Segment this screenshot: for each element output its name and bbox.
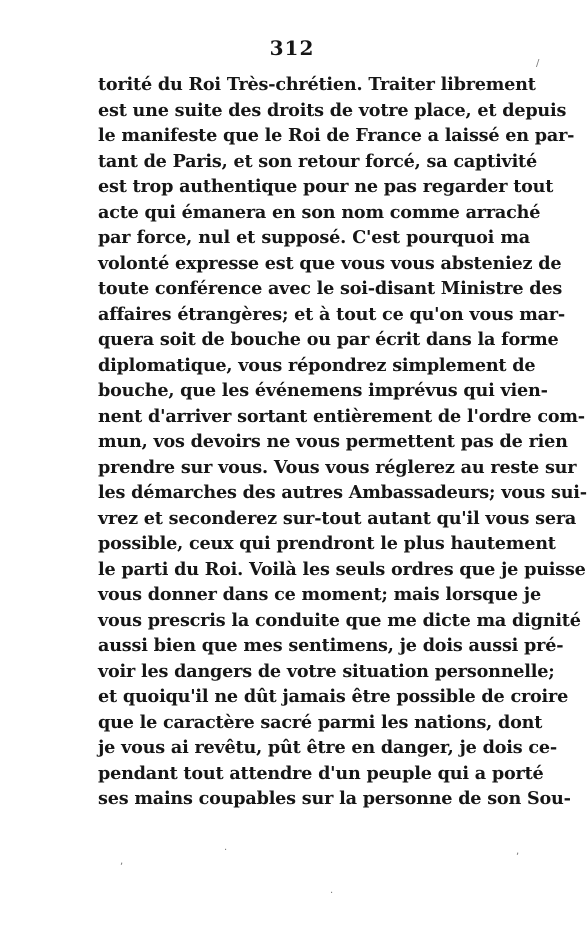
text-line: bouche, que les événemens imprévus qui vien- bbox=[98, 380, 548, 401]
page-number: 312 bbox=[269, 36, 315, 60]
text-line: le manifeste que le Roi de France a laissé en par- bbox=[98, 125, 575, 146]
text-line: les démarches des autres Ambassadeurs; vous sui- bbox=[98, 482, 587, 503]
paper-speck: · bbox=[330, 888, 334, 899]
text-line: affaires étrangères; et à tout ce qu'on vous mar- bbox=[98, 303, 565, 325]
text-line: torité du Roi Très-chrétien. Traiter librement bbox=[98, 74, 536, 95]
text-line: je vous ai revêtu, pût être en danger, je dois ce- bbox=[98, 737, 557, 758]
text-line: mun, vos devoirs ne vous permettent pas de rien bbox=[98, 431, 568, 452]
text-line: quera soit de bouche ou par écrit dans la forme bbox=[98, 329, 559, 350]
text-line: voir les dangers de votre situation personnelle; bbox=[98, 660, 555, 682]
text-line: que le caractère sacré parmi les nations, dont bbox=[98, 711, 543, 733]
text-line: nent d'arriver sortant entièrement de l'ordre com- bbox=[98, 405, 585, 427]
text-line: vrez et seconderez sur-tout autant qu'il vous sera bbox=[98, 507, 577, 529]
text-line: le parti du Roi. Voilà les seuls ordres que je puisse bbox=[98, 558, 586, 580]
text-line: et quoiqu'il ne dût jamais être possible de croire bbox=[98, 686, 569, 707]
paper-speck: . bbox=[224, 842, 228, 853]
text-line: par force, nul et supposé. C'est pourquoi ma bbox=[98, 227, 530, 248]
text-line: toute conférence avec le soi-disant Ministre des bbox=[98, 278, 563, 299]
paper-speck: / bbox=[536, 58, 540, 69]
paper-speck: , bbox=[516, 846, 520, 857]
text-line: aussi bien que mes sentimens, je dois aussi pré- bbox=[98, 635, 564, 656]
text-line: volonté expresse est que vous vous absteniez de bbox=[98, 252, 562, 274]
text-line: vous donner dans ce moment; mais lorsque je bbox=[98, 584, 541, 605]
body-text bbox=[98, 72, 587, 812]
text-line: ses mains coupables sur la personne de son Sou- bbox=[98, 788, 571, 809]
text-line: diplomatique, vous répondrez simplement de bbox=[98, 354, 536, 376]
text-line: acte qui émanera en son nom comme arraché bbox=[98, 201, 541, 223]
text-line: tant de Paris, et son retour forcé, sa captivité bbox=[98, 150, 537, 172]
paper-speck: , bbox=[120, 856, 124, 867]
text-line: est une suite des droits de votre place, et depuis bbox=[98, 99, 567, 121]
text-line: vous prescris la conduite que me dicte ma dignité bbox=[98, 609, 581, 631]
text-line: prendre sur vous. Vous vous réglerez au reste sur bbox=[98, 456, 577, 478]
text-line: possible, ceux qui prendront le plus hautement bbox=[98, 533, 556, 554]
text-line: est trop authentique pour ne pas regarder tout bbox=[98, 176, 554, 197]
text-line: pendant tout attendre d'un peuple qui a porté bbox=[98, 762, 544, 784]
